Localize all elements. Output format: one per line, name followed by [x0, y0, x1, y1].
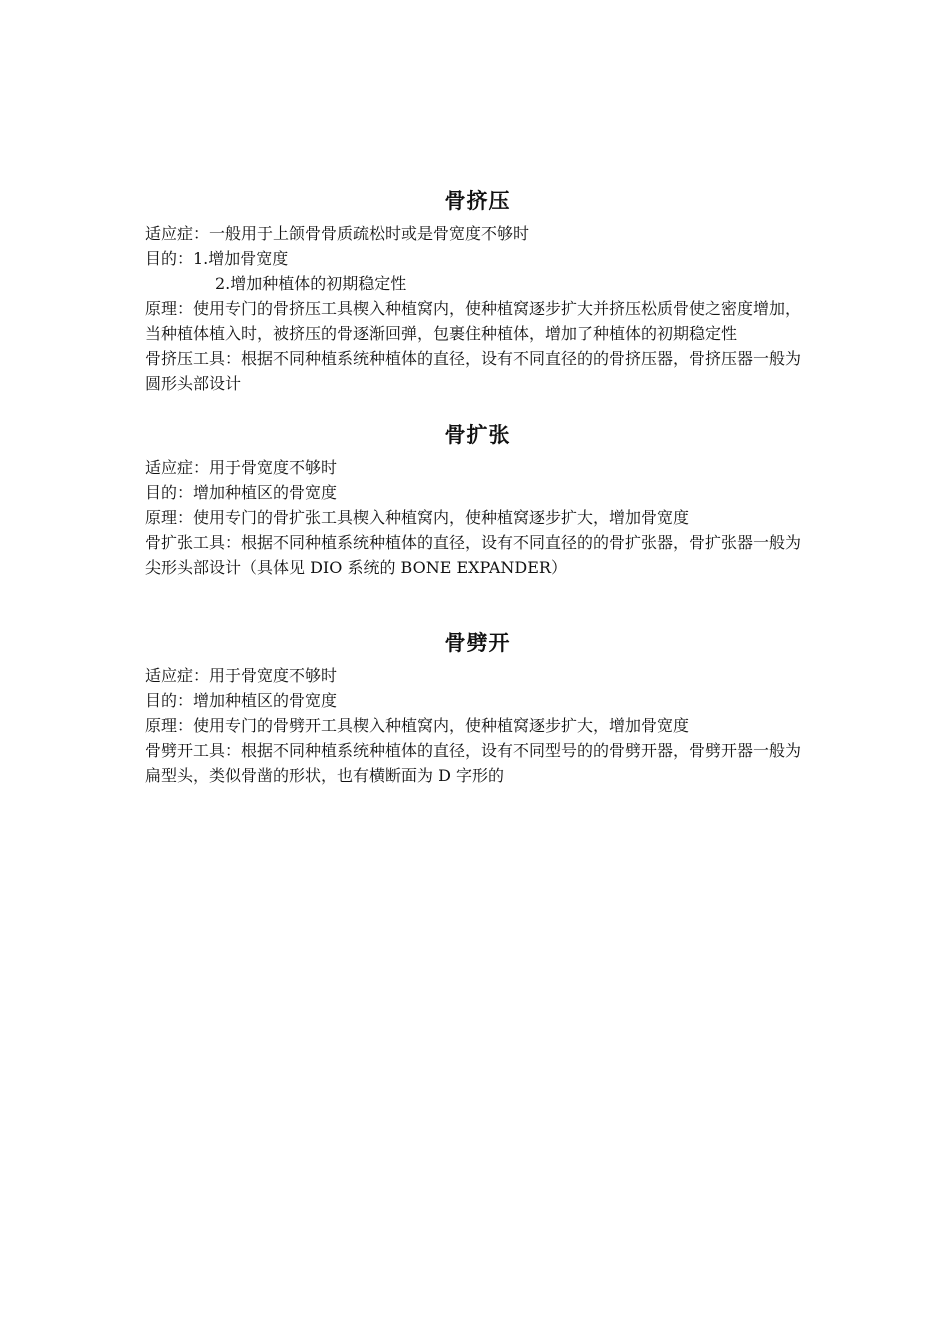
- tool-paragraph: 骨劈开工具：根据不同种植系统种植体的直径，设有不同型号的的骨劈开器，骨劈开器一般为扁型头，类似骨凿的形状，也有横断面为 D 字形的: [145, 741, 802, 785]
- purpose-line: 目的：1.增加骨宽度: [145, 249, 289, 268]
- document-body: [145, 185, 810, 788]
- indication-line: 适应症：用于骨宽度不够时: [145, 666, 338, 685]
- tool-paragraph: 骨挤压工具：根据不同种植系统种植体的直径，设有不同直径的的骨挤压器，骨挤压器一般为圆形头部设计: [145, 349, 802, 393]
- section-spacer: [145, 396, 810, 419]
- section-bone-splitting: [145, 627, 810, 788]
- section-title: 骨劈开: [444, 631, 511, 655]
- indication-line: 适应症：用于骨宽度不够时: [145, 458, 338, 477]
- section-title: 骨挤压: [444, 189, 511, 213]
- section-title: 骨扩张: [444, 423, 511, 447]
- indication-line: 适应症：一般用于上颌骨骨质疏松时或是骨宽度不够时: [145, 224, 530, 243]
- principle-paragraph: 原理：使用专门的骨挤压工具楔入种植窝内，使种植窝逐步扩大并挤压松质骨使之密度增加，当种植体植入时，被挤压的骨逐渐回弹，包裹住种植体，增加了种植体的初期稳定性: [145, 299, 802, 343]
- purpose-line-2: 2.增加种植体的初期稳定性: [215, 274, 407, 293]
- tool-paragraph: 骨扩张工具：根据不同种植系统种植体的直径，设有不同直径的的骨扩张器，骨扩张器一般为尖形头部设计（具体见 DIO 系统的 BONE EXPANDER）: [145, 533, 802, 577]
- purpose-line: 目的：增加种植区的骨宽度: [145, 691, 338, 710]
- section-spacer: [145, 580, 810, 627]
- section-bone-compression: [145, 185, 810, 396]
- principle-paragraph: 原理：使用专门的骨劈开工具楔入种植窝内，使种植窝逐步扩大，增加骨宽度: [145, 716, 690, 735]
- principle-paragraph: 原理：使用专门的骨扩张工具楔入种植窝内，使种植窝逐步扩大，增加骨宽度: [145, 508, 690, 527]
- purpose-line: 目的：增加种植区的骨宽度: [145, 483, 338, 502]
- section-bone-expansion: [145, 419, 810, 580]
